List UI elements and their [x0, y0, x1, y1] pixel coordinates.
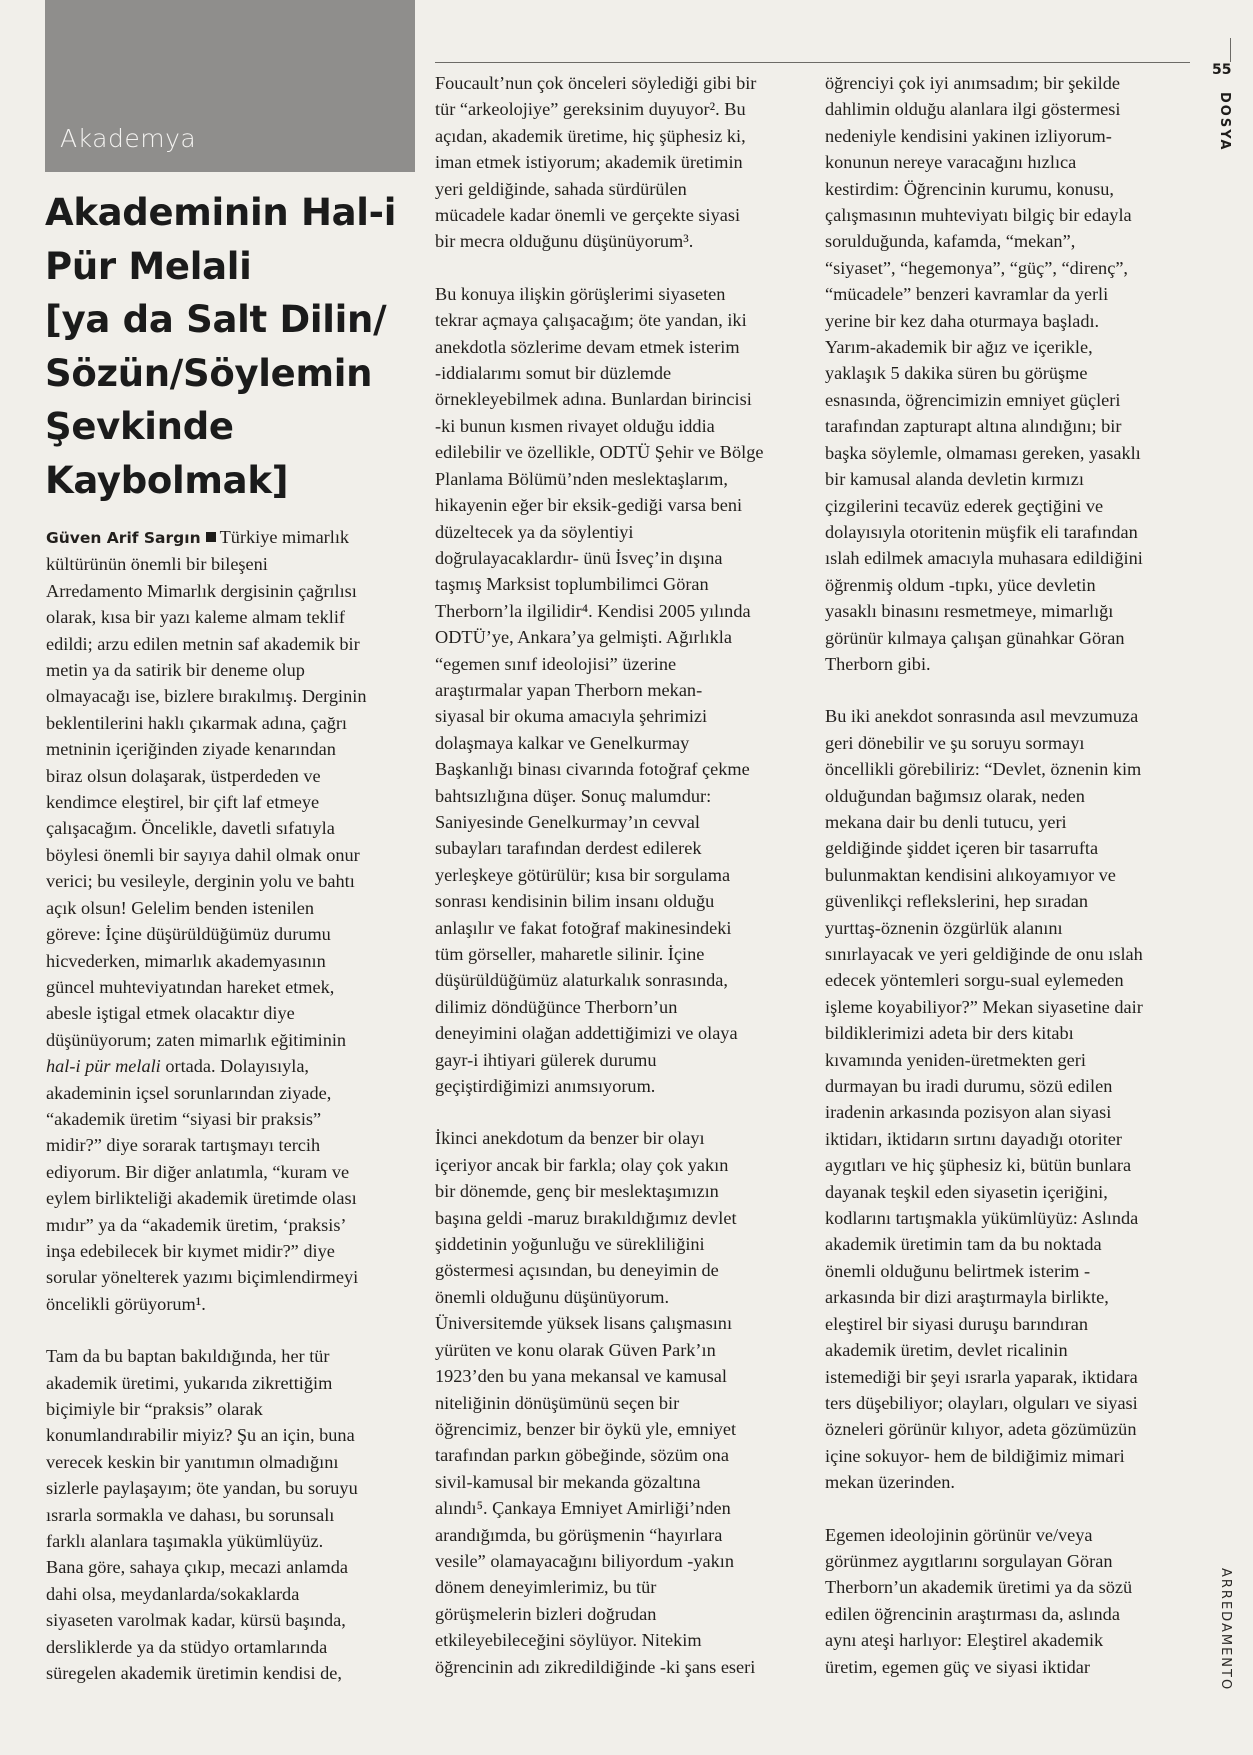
body-line: düşürüldüğümüz alaturkalık sonrasında, — [435, 970, 728, 991]
body-line: yürüten ve konu olarak Güven Park’ın — [435, 1339, 716, 1360]
body-line: açık olsun! Gelelim benden istenilen — [46, 897, 315, 918]
column-1-body — [46, 551, 367, 1686]
body-line: dersliklerde ya da stüdyo ortamlarında — [46, 1636, 328, 1657]
body-line: sizlerle paylaşayım; öte yandan, bu soruyu — [46, 1478, 358, 1499]
body-line: niteliğinin dönüşümünü seçen bir — [435, 1392, 680, 1413]
body-line: Foucault’nun çok önceleri söylediği gibi bir — [435, 73, 757, 93]
body-line: kültürünün önemli bir bileşeni — [46, 554, 268, 575]
body-line: yaklaşık 5 dakika süren bu görüşme — [825, 363, 1088, 384]
title-line: Sözün/Söylemin — [45, 351, 373, 395]
body-line: edecek yöntemleri sorgu-sual eylemeden — [825, 970, 1124, 991]
body-line: arkasında bir dizi araştırmayla birlikte, — [825, 1287, 1109, 1308]
body-line: verici; bu vesileyle, derginin yolu ve bahtı — [46, 871, 355, 892]
body-line: Arredamento Mimarlık dergisinin çağrılısı — [46, 580, 357, 601]
body-line: edilebilir ve özellikle, ODTÜ Şehir ve Bölge — [435, 442, 764, 463]
body-line: ODTÜ’ye, Ankara’ya gelmişti. Ağırlıkla — [435, 627, 732, 648]
body-line: iman etmek istiyorum; akademik üretimin — [435, 152, 743, 173]
body-line: öncellikli görebiliriz: “Devlet, öznenin kim — [825, 759, 1142, 780]
body-line: Planlama Bölümü’nden meslektaşlarım, — [435, 468, 728, 489]
title-line: Şevkinde — [45, 405, 234, 448]
body-line: işleme koyabiliyor?” Mekan siyasetine dair — [825, 996, 1143, 1017]
body-line: deneyimini olağan addettiğimizi ve olaya — [435, 1023, 738, 1044]
body-line: aygıtları ve hiç şüphesiz ki, bütün bunlara — [825, 1155, 1132, 1176]
body-line: örnekleyebilmek adına. Bunlardan birincisi — [435, 389, 752, 410]
body-line: ısrarla sormakla ve dahası, bu sorunsalı — [46, 1504, 335, 1525]
body-line: yurttaş-öznenin özgürlük alanını — [825, 917, 1063, 938]
body-line: akademik üretimin tam da bu noktada — [825, 1234, 1102, 1255]
section-side-label: DOSYA — [1217, 92, 1232, 152]
body-line: süregelen akademik üretimin kendisi de, — [46, 1663, 342, 1684]
paragraph-gap — [825, 677, 1143, 703]
author-line — [46, 524, 367, 551]
body-line: metninin içeriğinden ziyade kenarından — [46, 739, 336, 760]
body-line: Üniversitemde yüksek lisans çalışmasını — [435, 1313, 733, 1334]
body-line: tekrar açmaya çalışacağım; öte yandan, iki — [435, 310, 747, 331]
body-line: hicvederken, mimarlık akademyasının — [46, 950, 326, 971]
body-line: biraz olsun dolaşarak, üstperdeden ve — [46, 765, 321, 786]
body-line: iradenin arkasında pozisyon alan siyasi — [825, 1102, 1112, 1123]
body-line: Bu iki anekdot sonrasında asıl mevzumuza — [825, 706, 1139, 727]
body-line: “siyaset”, “hegemonya”, “güç”, “direnç”, — [825, 257, 1128, 278]
body-line: geri dönebilir ve şu soruyu sormayı — [825, 732, 1085, 753]
body-line: özneleri görünür kılıyor, adeta gözümüzün — [825, 1419, 1137, 1440]
body-line: İkinci anekdotum da benzer bir olayı — [435, 1128, 705, 1149]
body-line: Therborn gibi. — [825, 653, 931, 674]
body-line: sorular yönelterek yazımı biçimlendirmeyi — [46, 1267, 359, 1288]
paragraph-gap — [435, 255, 763, 281]
body-line: bir mecra olduğunu düşünüyorum³. — [435, 231, 694, 252]
body-line: yeri geldiğinde, sahada sürdürülen — [435, 178, 687, 199]
body-line: durmayan bu iradi durumu, sözü edilen — [825, 1076, 1113, 1097]
page-number: 55 — [1212, 62, 1232, 78]
section-label: Akademya — [60, 124, 197, 153]
body-line: mıdır” ya da “akademik üretim, ‘praksis’ — [46, 1214, 347, 1235]
body-line: dönem deneyimlerimiz, bu tür — [435, 1577, 657, 1598]
body-line: Egemen ideolojinin görünür ve/veya — [825, 1524, 1093, 1545]
body-line: verecek keskin bir yanıtımın olmadığını — [46, 1451, 339, 1472]
body-line: Tam da bu baptan bakıldığında, her tür — [46, 1346, 330, 1367]
body-line: öncelikli görüyorum¹. — [46, 1293, 206, 1314]
body-line: içine sokuyor- hem de bildiğimiz mimari — [825, 1445, 1125, 1466]
body-line: anekdotla sözlerime devam etmek isterim — [435, 336, 740, 357]
article-title — [45, 186, 425, 507]
body-line: görünür kılmaya çalışan günahkar Göran — [825, 627, 1125, 648]
body-line: mücadele kadar önemli ve gerçekte siyasi — [435, 205, 741, 226]
body-line: doğrulayacaklardır- ünü İsveç’in dışına — [435, 547, 723, 568]
body-line: yerleşkeye götürülür; kısa bir sorgulama — [435, 864, 731, 885]
body-line: aynı ateşi harlıyor: Eleştirel akademik — [825, 1630, 1104, 1651]
body-line: üretim, egemen güç ve siyasi iktidar — [825, 1656, 1090, 1677]
title-line: Kaybolmak] — [45, 458, 289, 502]
body-line: çalışmasının muhteviyatı bilgiç bir edayla — [825, 205, 1132, 226]
body-line: dolayısıyla otoritenin müşfik eli tarafından — [825, 521, 1138, 542]
body-line: edildi; arzu edilen metnin saf akademik bir — [46, 633, 360, 654]
body-line: dayanak teşkil eden siyasetin içeriğini, — [825, 1181, 1108, 1202]
column-3-body — [825, 70, 1143, 1680]
body-line: tüm görseller, maharetle silinir. İçine — [435, 944, 705, 964]
body-line: beklentilerini haklı çıkarmak adına, çağrı — [46, 712, 348, 733]
body-line: dilimiz döndüğünce Therborn’un — [435, 996, 678, 1017]
body-line: “mücadele” benzeri kavramlar da yerli — [825, 284, 1109, 305]
body-line: olarak, kısa bir yazı kaleme almam teklif — [46, 607, 345, 628]
author-name: Güven Arif Sargın — [46, 529, 201, 547]
body-line: başka söylemle, olmaması gereken, yasaklı — [825, 442, 1141, 463]
body-line: ediyorum. Bir diğer anlatımla, “kuram ve — [46, 1161, 350, 1182]
square-bullet-icon — [206, 532, 216, 542]
body-line: kodlarını tartışmakla yükümlüyüz: Aslında — [825, 1208, 1139, 1229]
body-line: etkileyebileceğini söylüyor. Nitekim — [435, 1630, 702, 1651]
title-line: Pür Melali — [45, 244, 252, 288]
body-line: konunun nereye varacağını hızlıca — [825, 152, 1077, 173]
body-line: arandığımda, bu görüşmenin “hayırlara — [435, 1524, 723, 1545]
body-line: görüşmelerin bizleri doğrudan — [435, 1603, 657, 1624]
body-line: subayları tarafından derdest edilerek — [435, 838, 702, 859]
column-2-body — [435, 70, 763, 1680]
body-line: düzeltecek ya da söylentiyi — [435, 521, 634, 542]
body-line: güvenlikçi reflekslerini, hep sıradan — [825, 891, 1088, 912]
body-line: akademik üretimi, yukarıda zikrettiğim — [46, 1372, 333, 1393]
top-rule — [435, 62, 1190, 63]
body-line: önemli olduğunu düşünüyorum. — [435, 1286, 670, 1307]
body-line: eylem birlikteliği akademik üretimde olası — [46, 1188, 357, 1209]
body-line: Therborn’la ilgilidir⁴. Kendisi 2005 yılında — [435, 600, 751, 621]
body-line: göstermesi açısından, bu deneyimin de — [435, 1260, 719, 1281]
body-line: geldiğinde şiddet içeren bir tasarrufta — [825, 838, 1099, 859]
body-line: öğrencimiz, benzer bir öykü yle, emniyet — [435, 1418, 737, 1439]
article-column-3 — [825, 70, 1143, 1680]
body-line: midir?” diye sorarak tartışmayı tercih — [46, 1135, 321, 1156]
body-line: öğrenciyi çok iyi anımsadım; bir şekilde — [825, 73, 1120, 93]
body-line: dahlimin olduğu alanlara ilgi göstermesi — [825, 99, 1121, 120]
paragraph-gap — [435, 1099, 763, 1125]
body-line: bildiklerimizi adeta bir ders kitabı — [825, 1023, 1074, 1044]
body-line: içeriyor ancak bir farkla; olay çok yakın — [435, 1154, 729, 1175]
body-line: Başkanlığı binası civarında fotoğraf çekme — [435, 759, 750, 780]
body-line: açıdan, akademik üretime, hiç şüphesiz ki, — [435, 125, 746, 146]
body-line: konumlandırabilir miyiz? Şu an için, buna — [46, 1425, 355, 1446]
body-line: araştırmalar yapan Therborn mekan- — [435, 679, 703, 700]
body-line: mekana dair bu denli tutucu, yeri — [825, 811, 1067, 832]
body-line: olmayacağı ise, bizlere bırakılmış. Derginin — [46, 686, 367, 707]
body-line: -ki bunun kısmen rivayet olduğu iddia — [435, 415, 715, 436]
body-line: Bana göre, sahaya çıkıp, mecazi anlamda — [46, 1557, 349, 1578]
body-line: metin ya da satirik bir deneme olup — [46, 660, 305, 681]
body-line: başına geldi -maruz bırakıldığımız devlet — [435, 1207, 737, 1228]
body-line: görünmez aygıtlarını sorgulayan Göran — [825, 1550, 1113, 1571]
body-line: Bu konuya ilişkin görüşlerimi siyaseten — [435, 283, 726, 304]
body-line: yerine bir kez daha oturmaya başladı. — [825, 310, 1100, 331]
body-line: 1923’den bu yana mekansal ve kamusal — [435, 1366, 727, 1387]
body-line: sonrası kendisinin bilim insanı olduğu — [435, 891, 715, 912]
body-line: “akademik üretim “siyasi bir praksis” — [46, 1108, 322, 1129]
body-line: taşmış Marksist toplumbilimci Göran — [435, 574, 709, 595]
title-line: Akademinin Hal-i — [45, 191, 397, 234]
magazine-side-label: ARREDAMENTO — [1218, 1568, 1233, 1692]
body-line: iktidarı, iktidarın sırtını dayadığı otoriter — [825, 1128, 1123, 1149]
body-line: inşa edebilecek bir kıymet midir?” diye — [46, 1240, 335, 1261]
body-line: biçimiyle bir “praksis” olarak — [46, 1399, 263, 1419]
body-line: kendimce eleştirel, bir çift laf etmeye — [46, 792, 320, 813]
body-line: Therborn’un akademik üretimi ya da sözü — [825, 1577, 1133, 1598]
body-line: abesle iştigal etmek olacaktır diye — [46, 1003, 295, 1024]
body-line: mekan üzerinden. — [825, 1472, 955, 1493]
body-line: esnasında, öğrencimizin emniyet güçleri — [825, 389, 1121, 410]
body-line: öğrenmiş oldum -tıpkı, yüce devletin — [825, 574, 1096, 595]
body-line: güncel muhteviyatından hareket etmek, — [46, 976, 335, 997]
body-line: -iddialarımı somut bir düzlemde — [435, 363, 672, 384]
body-line: tür “arkeolojiye” gereksinim duyuyor². Bu — [435, 99, 746, 120]
body-line: bir dönemde, genç bir meslektaşımızın — [435, 1181, 719, 1202]
body-line: böylesi önemli bir sayıya dahil olmak onur — [46, 844, 360, 865]
body-line: bahtsızlığına düşer. Sonuç malumdur: — [435, 785, 712, 806]
body-line: alındı⁵. Çankaya Emniyet Amirliği’nden — [435, 1498, 731, 1519]
body-line: sorulduğunda, kafamda, “mekan”, — [825, 231, 1076, 252]
body-line: geçiştirdiğimizi anımsıyorum. — [435, 1076, 656, 1097]
body-line: ters düşebiliyor; olayları, olguları ve siyasi — [825, 1392, 1138, 1413]
body-line: bulunmaktan kendisini alıkoyamıyor ve — [825, 864, 1116, 885]
body-line: olduğundan bağımsız olarak, neden — [825, 785, 1085, 806]
body-line: öğrencinin adı zikredildiğinde -ki şans eseri — [435, 1656, 756, 1677]
body-line: dahi olsa, meydanlarda/sokaklarda — [46, 1583, 300, 1604]
body-line: ıslah edilmek amacıyla muhasara edildiğini — [825, 548, 1143, 569]
body-line: hikayenin eğer bir eksik-gediği varsa beni — [435, 495, 743, 516]
body-line: anlaşılır ve fakat fotoğraf makinesindeki — [435, 917, 732, 938]
body-line: tarafından parkın göbeğinde, sözüm ona — [435, 1445, 729, 1466]
body-line: farklı alanlara taşımakla yükümlüyüz. — [46, 1531, 324, 1552]
body-line: şiddetinin yoğunluğu ve sürekliliğini — [435, 1234, 705, 1255]
body-line: yasaklı binasını resmetmeye, mimarlığı — [825, 601, 1114, 622]
body-line: edilen öğrencinin araştırması da, aslında — [825, 1603, 1120, 1624]
body-line: düşünüyorum; zaten mimarlık eğitiminin — [46, 1029, 347, 1050]
body-line: gayr-i ihtiyari gülerek durumu — [435, 1049, 657, 1070]
body-line: istemediği bir şeyi ısrarla yaparak, iktidara — [825, 1366, 1138, 1387]
intro-text: Türkiye mimarlık — [219, 527, 350, 547]
article-column-1 — [46, 524, 367, 1686]
body-line: kıvamında yeniden-üretmekten geri — [825, 1049, 1086, 1070]
body-line: Saniyesinde Genelkurmay’ın cevval — [435, 811, 700, 832]
body-line: çalışacağım. Öncelikle, davetli sıfatıyla — [46, 818, 335, 839]
body-line: kestirdim: Öğrencinin kurumu, konusu, — [825, 178, 1114, 199]
body-line: göreve: İçine düşürüldüğümüz durumu — [46, 924, 331, 945]
body-line: sınırlayacak ve yeri geldiğinde de onu ıslah — [825, 944, 1143, 964]
body-line: akademinin içsel sorunlarından ziyade, — [46, 1082, 332, 1103]
body-line: hal-i pür melali ortada. Dolayısıyla, — [46, 1056, 310, 1077]
body-line: Yarım-akademik bir ağız ve içerikle, — [825, 337, 1093, 358]
article-column-2 — [435, 70, 763, 1680]
body-line: nedeniyle kendisini yakinen izliyorum- — [825, 125, 1112, 146]
body-line: siyaseten varolmak kadar, kürsü başında, — [46, 1610, 346, 1631]
body-line: “egemen sınıf ideolojisi” üzerine — [435, 653, 677, 674]
body-line: vesile” olamayacağını biliyordum -yakın — [435, 1550, 735, 1571]
body-line: bir kamusal alanda devletin kırmızı — [825, 469, 1084, 490]
body-line: siyasal bir okuma amacıyla şehrimizi — [435, 706, 708, 727]
body-line: eleştirel bir siyasi duruşu barındıran — [825, 1313, 1088, 1334]
paragraph-gap — [46, 1317, 367, 1343]
body-line: dolaşmaya kalkar ve Genelkurmay — [435, 732, 690, 753]
page-number-rule — [1230, 38, 1231, 62]
body-line: çizgilerini tecavüz ederek geçtiğini ve — [825, 495, 1104, 516]
body-line: tarafından zapturapt altına alındığını; bir — [825, 416, 1122, 437]
body-line: akademik üretim, devlet ricalinin — [825, 1340, 1068, 1361]
paragraph-gap — [825, 1496, 1143, 1522]
body-line: sivil-kamusal bir mekanda gözaltına — [435, 1471, 701, 1492]
title-line: [ya da Salt Dilin/ — [45, 298, 387, 341]
body-line: önemli olduğunu belirtmek isterim - — [825, 1260, 1091, 1281]
